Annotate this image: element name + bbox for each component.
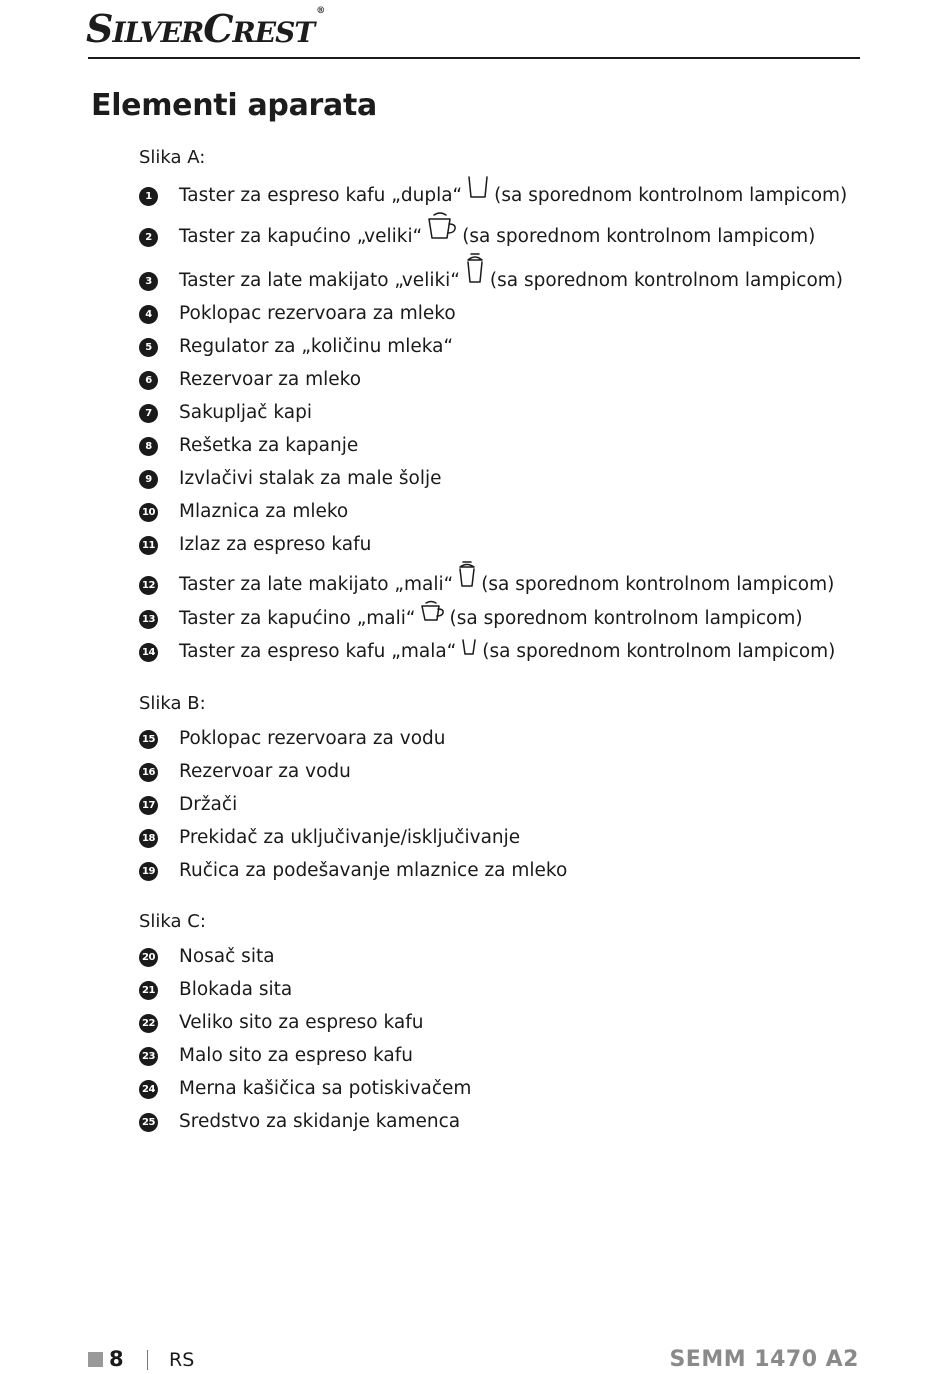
silvercrest-logo: SILVERCREST®	[86, 6, 325, 51]
item-label: Taster za late makijato „veliki“	[179, 270, 460, 291]
item-label: Taster za espreso kafu „dupla“	[179, 185, 463, 206]
item-text	[179, 174, 847, 207]
item-text	[179, 1111, 460, 1133]
item-label: Prekidač za uključivanje/isključivanje	[179, 827, 521, 848]
item-label: Sredstvo za skidanje kamenca	[179, 1111, 461, 1132]
item-number-badge: 15	[139, 730, 158, 749]
list-item	[139, 493, 349, 523]
item-text	[179, 794, 237, 816]
item-label: Poklopac rezervoara za mleko	[179, 303, 456, 324]
item-label: Merna kašičica sa potiskivačem	[179, 1078, 472, 1099]
double-espresso-cup-icon	[466, 174, 490, 206]
item-text	[179, 369, 361, 391]
list-item	[139, 1004, 424, 1034]
item-number-badge: 1	[139, 187, 158, 206]
item-number-badge: 13	[139, 610, 158, 629]
item-text	[179, 468, 441, 490]
item-text	[179, 1012, 423, 1034]
item-note: (sa sporednom kontrolnom lampicom)	[489, 270, 844, 291]
item-text	[179, 559, 834, 596]
list-item	[139, 427, 359, 457]
list-item	[139, 938, 275, 968]
item-label: Blokada sita	[179, 979, 293, 1000]
list-item	[139, 1037, 413, 1067]
list-item	[139, 361, 362, 391]
item-label: Taster za kapućino „mali“	[179, 608, 416, 629]
item-text	[179, 1078, 471, 1100]
language-code: RS	[169, 1349, 195, 1371]
item-label: Taster za late makijato „mali“	[179, 574, 454, 595]
item-label: Taster za espreso kafu „mala“	[179, 641, 457, 662]
page-title: Elementi aparata	[91, 88, 377, 123]
item-number-badge: 23	[139, 1047, 158, 1066]
list-item	[139, 753, 351, 783]
small-cappuccino-cup-icon	[420, 599, 446, 629]
large-cappuccino-cup-icon	[426, 211, 458, 247]
large-latte-glass-icon	[464, 251, 486, 291]
item-number-badge: 20	[139, 948, 158, 967]
list-item	[139, 1103, 461, 1133]
list-item	[139, 526, 372, 556]
item-number-badge: 6	[139, 371, 158, 390]
item-text	[179, 534, 371, 556]
small-latte-glass-icon	[457, 559, 477, 595]
item-text	[179, 728, 446, 750]
item-number-badge: 18	[139, 829, 158, 848]
item-text	[179, 979, 292, 1001]
item-number-badge: 19	[139, 862, 158, 881]
item-number-badge: 11	[139, 536, 158, 555]
item-text	[179, 1045, 413, 1067]
item-text	[179, 946, 275, 968]
list-item	[139, 328, 454, 358]
list-item	[139, 566, 835, 596]
item-number-badge: 2	[139, 228, 158, 247]
list-item	[139, 394, 312, 424]
item-number-badge: 3	[139, 272, 158, 291]
item-label: Mlaznica za mleko	[179, 501, 349, 522]
footer-marker	[88, 1352, 103, 1367]
item-number-badge: 10	[139, 503, 158, 522]
item-label: Sakupljač kapi	[179, 402, 312, 423]
section-label: Slika C:	[139, 911, 206, 932]
item-note: (sa sporednom kontrolnom lampicom)	[449, 608, 803, 629]
item-number-badge: 17	[139, 796, 158, 815]
item-number-badge: 12	[139, 576, 158, 595]
list-item	[139, 262, 844, 292]
list-item	[139, 633, 836, 663]
item-text	[179, 336, 453, 358]
item-label: Držači	[179, 794, 238, 815]
item-label: Regulator za „količinu mleka“	[179, 336, 454, 357]
item-label: Malo sito za espreso kafu	[179, 1045, 413, 1066]
item-number-badge: 4	[139, 305, 158, 324]
item-text	[179, 303, 456, 325]
list-item	[139, 177, 848, 207]
item-label: Veliko sito za espreso kafu	[179, 1012, 424, 1033]
item-label: Taster za kapućino „veliki“	[179, 226, 423, 247]
list-item	[139, 786, 238, 816]
item-text	[179, 860, 567, 882]
item-label: Rezervoar za mleko	[179, 369, 362, 390]
item-number-badge: 24	[139, 1080, 158, 1099]
item-text	[179, 599, 803, 630]
item-label: Ručica za podešavanje mlaznice za mleko	[179, 860, 568, 881]
list-item	[139, 295, 456, 325]
item-note: (sa sporednom kontrolnom lampicom)	[482, 641, 836, 662]
item-label: Izlaz za espreso kafu	[179, 534, 372, 555]
small-espresso-cup-icon	[460, 636, 478, 662]
item-number-badge: 7	[139, 404, 158, 423]
item-label: Rešetka za kapanje	[179, 435, 359, 456]
item-label: Izvlačivi stalak za male šolje	[179, 468, 442, 489]
item-note: (sa sporednom kontrolnom lampicom)	[494, 185, 848, 206]
item-number-badge: 9	[139, 470, 158, 489]
item-number-badge: 5	[139, 338, 158, 357]
list-item	[139, 218, 816, 248]
list-item	[139, 720, 446, 750]
list-item	[139, 460, 442, 490]
item-number-badge: 8	[139, 437, 158, 456]
item-text	[179, 211, 815, 248]
list-item	[139, 600, 803, 630]
footer-divider	[147, 1350, 148, 1370]
list-item	[139, 971, 293, 1001]
item-note: (sa sporednom kontrolnom lampicom)	[481, 574, 835, 595]
item-number-badge: 21	[139, 981, 158, 1000]
item-text	[179, 402, 312, 424]
item-text	[179, 761, 351, 783]
item-number-badge: 16	[139, 763, 158, 782]
item-note: (sa sporednom kontrolnom lampicom)	[462, 226, 816, 247]
section-label: Slika B:	[139, 693, 206, 714]
item-text	[179, 251, 843, 292]
section-label: Slika A:	[139, 147, 206, 168]
item-label: Rezervoar za vodu	[179, 761, 351, 782]
list-item	[139, 1070, 472, 1100]
item-text	[179, 636, 835, 663]
item-text	[179, 501, 348, 523]
item-number-badge: 22	[139, 1014, 158, 1033]
item-label: Poklopac rezervoara za vodu	[179, 728, 446, 749]
page-number: 8	[109, 1347, 124, 1371]
list-item	[139, 819, 521, 849]
item-number-badge: 14	[139, 643, 158, 662]
item-text	[179, 827, 520, 849]
model-number: SEMM 1470 A2	[669, 1347, 859, 1372]
list-item	[139, 852, 568, 882]
item-label: Nosač sita	[179, 946, 275, 967]
item-text	[179, 435, 358, 457]
item-number-badge: 25	[139, 1113, 158, 1132]
